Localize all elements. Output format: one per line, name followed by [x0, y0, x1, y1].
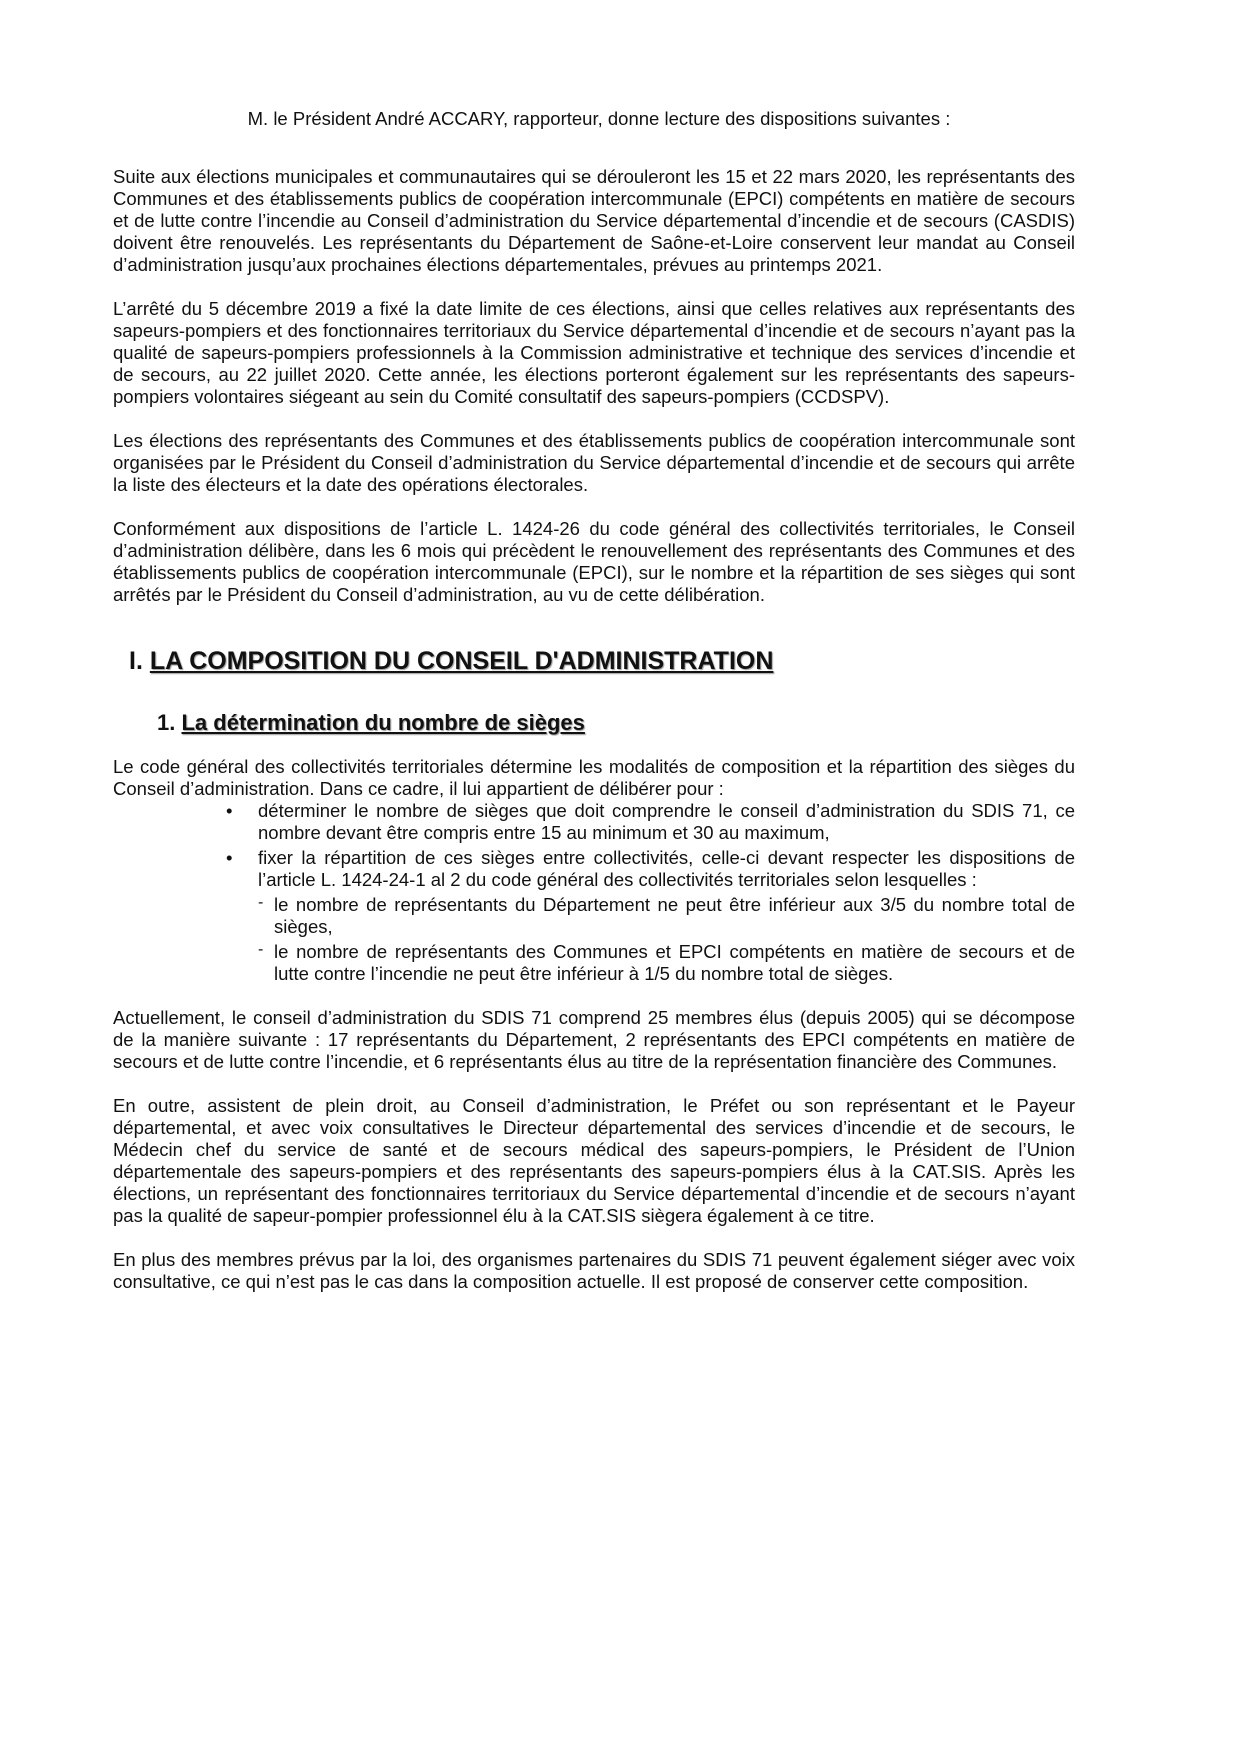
bullet-icon: • [226, 847, 233, 868]
document-page [113, 108, 1075, 1315]
section-number: I. [129, 647, 143, 675]
paragraph-actuellement: Actuellement, le conseil d’administration du SDIS 71 comprend 25 membres élus (depuis 2005) qui se décompose de la manière suivante : 17 représentants du Département, 2 représentants des EPCI compétents en matière de secours et de lutte contre l’incendie, et 6 représentants élus au titre de la représentation financière des Communes. [113, 1007, 1075, 1072]
intro-line: M. le Président André ACCARY, rapporteur, donne lecture des dispositions suivantes : [247, 108, 951, 129]
sub-item [258, 894, 1075, 938]
sub-item-text: le nombre de représentants des Communes et EPCI compétents en matière de secours et de lutte contre l’incendie ne peut être inférieur à 1/5 du nombre total de sièges. [274, 941, 1075, 984]
subsection-title: La détermination du nombre de sièges [181, 710, 585, 735]
paragraph-arrete: L’arrêté du 5 décembre 2019 a fixé la date limite de ces élections, ainsi que celles relatives aux représentants des sapeurs-pompiers et des fonctionnaires territoriaux du Service départemental d’incendie et de secours n’ayant pas la qualité de sapeurs-pompiers professionnels à la Commission administrative et technique des services d’incendie et de secours, au 22 juillet 2020. Cette année, les élections porteront également sur les représentants des sapeurs-pompiers volontaires siégeant au sein du Comité consultatif des sapeurs-pompiers (CCDSPV). [113, 298, 1075, 407]
sub-item [258, 941, 1075, 985]
bullet-text: fixer la répartition de ces sièges entre collectivités, celle-ci devant respecter les dispositions de l’article L. 1424-24-1 al 2 du code général des collectivités territoriales selon lesquelles : [258, 847, 1075, 890]
subsection-number: 1. [157, 710, 176, 735]
paragraph-organisation: Les élections des représentants des Communes et des établissements publics de coopération intercommunale sont organisées par le Président du Conseil d’administration du Service départemental d’incendie et de secours qui arrête la liste des électeurs et la date des opérations électorales. [113, 430, 1075, 495]
bullet-text: déterminer le nombre de sièges que doit comprendre le conseil d’administration du SDIS 71, ce nombre devant être compris entre 15 au minimum et 30 au maximum, [258, 800, 1075, 843]
bullet-list [113, 800, 1075, 985]
bullet-item [226, 847, 1075, 985]
section-title: LA COMPOSITION DU CONSEIL D'ADMINISTRATION [149, 647, 774, 675]
sub-item-text: le nombre de représentants du Département ne peut être inférieur aux 3/5 du nombre total de sièges, [274, 894, 1075, 937]
dash-icon: - [258, 894, 264, 911]
paragraph-en-outre: En outre, assistent de plein droit, au Conseil d’administration, le Préfet ou son représentant et le Payeur départemental, et avec voix consultatives le Directeur départemental des services d’incendie et de secours, le Médecin chef du service de santé et de secours médical des sapeurs-pompiers, le Président de l’Union départementale des sapeurs-pompiers et des représentants des sapeurs-pompiers élus à la CAT.SIS. Après les élections, un représentant des fonctionnaires territoriaux du Service départemental d’incendie et de secours n’ayant pas la qualité de sapeur-pompier professionnel élu à la CAT.SIS siègera également à ce titre. [113, 1095, 1075, 1226]
bullet-icon: • [226, 800, 233, 821]
paragraph-conformement: Conformément aux dispositions de l’article L. 1424-26 du code général des collectivités territoriales, le Conseil d’administration délibère, dans les 6 mois qui précèdent le renouvellement des représentants des Communes et des établissements publics de coopération intercommunale (EPCI), sur le nombre et la répartition de ses sièges qui sont arrêtés par le Président du Conseil d’administration, au vu de cette délibération. [113, 518, 1075, 605]
list-intro-paragraph: Le code général des collectivités territoriales détermine les modalités de composition et la répartition des sièges du Conseil d’administration. Dans ce cadre, il lui appartient de délibérer pour : [113, 756, 1075, 799]
paragraph-en-plus: En plus des membres prévus par la loi, des organismes partenaires du SDIS 71 peuvent également siéger avec voix consultative, ce qui n’est pas le cas dans la composition actuelle. Il est proposé de conserver cette composition. [113, 1249, 1075, 1292]
dash-icon: - [258, 941, 264, 958]
subsection-heading-1 [157, 709, 1075, 737]
paragraph-elections: Suite aux élections municipales et communautaires qui se dérouleront les 15 et 22 mars 2020, les représentants des Communes et des établissements publics de coopération intercommunale (EPCI) compétents en matière de secours et de lutte contre l’incendie au Conseil d’administration du Service départemental d’incendie et de secours (CASDIS) doivent être renouvelés. Les représentants du Département de Saône-et-Loire conservent leur mandat au Conseil d’administration jusqu’aux prochaines élections départementales, prévues au printemps 2021. [113, 166, 1075, 275]
bullet-item [226, 800, 1075, 844]
section-heading-1 [129, 646, 1075, 676]
